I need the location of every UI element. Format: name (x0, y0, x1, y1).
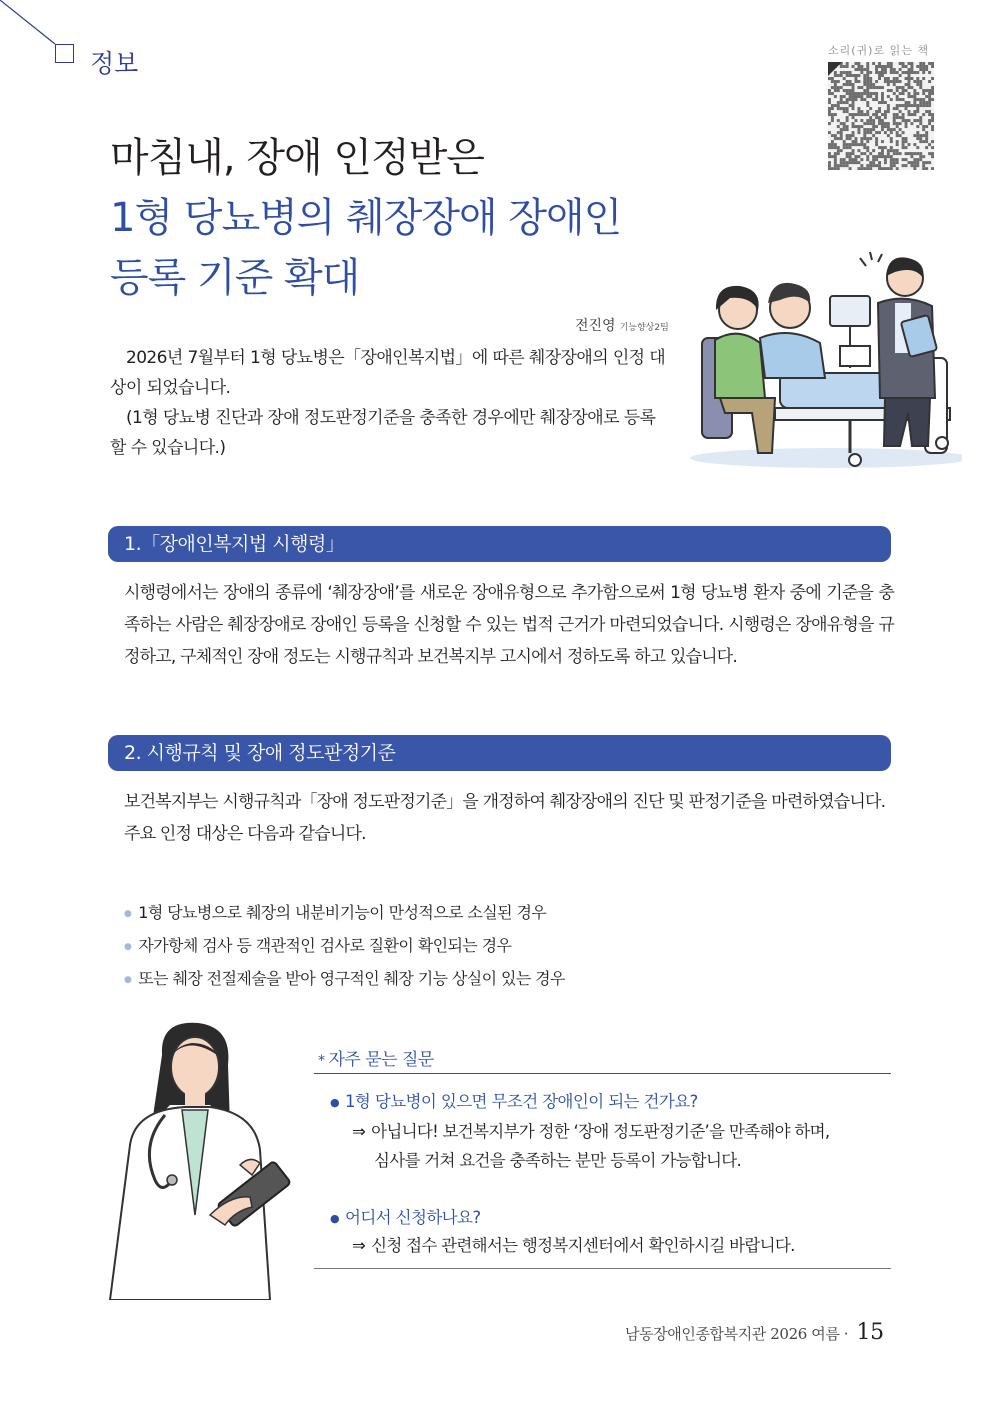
faq-question-1: ● 1형 당뇨병이 있으면 무조건 장애인이 되는 건가요? (330, 1088, 698, 1112)
list-item: ● 1형 당뇨병으로 췌장의 내분비기능이 만성적으로 소실된 경우 (124, 898, 565, 931)
arrow-icon: ⇒ (352, 1122, 366, 1141)
section-1-heading: 1.「장애인복지법 시행령」 (108, 526, 891, 562)
faq-question-2: ● 어디서 신청하나요? (330, 1204, 481, 1228)
qr-caption: 소리(귀)로 읽는 책 (828, 44, 929, 57)
hospital-scene-illustration (680, 248, 962, 473)
footer-separator: · (843, 1325, 849, 1343)
section-2-body (124, 786, 894, 850)
list-item: ● 자가항체 검사 등 객관적인 검사로 질환이 확인되는 경우 (124, 931, 565, 964)
section-2-body-paragraph-1: 보건복지부는 시행규칙과「장애 정도판정기준」을 개정하여 췌장장애의 진단 및 판정기준을 마련하였습니다. (124, 792, 886, 812)
faq-answer-1-line-2: 심사를 거쳐 요건을 충족하는 분만 등록이 가능합니다. (374, 1151, 742, 1170)
page-title-line-1: 마침내, 장애 인정받은 (110, 135, 484, 181)
footer-org: 남동장애인종합복지관 (625, 1325, 766, 1343)
faq-answer-2 (352, 1231, 795, 1260)
intro-text (110, 343, 670, 463)
author-team: 기능향상2팀 (619, 323, 669, 333)
page-number: 15 (856, 1320, 884, 1345)
section-2-heading: 2. 시행규칙 및 장애 정도판정기준 (108, 735, 891, 771)
intro-paragraph-1: 2026년 7월부터 1형 당뇨병은「장애인복지법」에 따른 췌장장애의 인정 대상이 되었습니다. (110, 348, 666, 398)
faq-answer-1 (352, 1117, 829, 1175)
page-footer (625, 1320, 884, 1345)
author (575, 315, 669, 335)
section-box-icon (55, 44, 74, 63)
faq-answer-1-line-1: 아닙니다! 보건복지부가 정한 ‘장애 정도판정기준’을 만족해야 하며, (371, 1122, 830, 1141)
criteria-list (124, 898, 565, 997)
footer-year: 2026 (770, 1325, 807, 1343)
qr-code-icon[interactable] (828, 62, 934, 170)
faq-title (318, 1045, 434, 1070)
section-label: 정보 (90, 49, 139, 78)
faq-answer-2-line-1: 신청 접수 관련해서는 행정복지센터에서 확인하시길 바랍니다. (371, 1236, 795, 1255)
faq-star: * (318, 1053, 325, 1069)
section-1-body: 시행령에서는 장애의 종류에 ‘췌장장애’를 새로운 장애유형으로 추가함으로써 1형 당뇨병 환자 중에 기준을 충족하는 사람은 췌장장애로 장애인 등록을 신청할 수 있는 법적 근거가 마련되었습니다. 시행령은 장애유형을 규정하고, 구체적인 장애 정도는 시행규칙과 보건복지부 고시에서 정하도록 하고 있습니다. (124, 583, 894, 667)
section-2-body-paragraph-2: 주요 인정 대상은 다음과 같습니다. (124, 824, 366, 844)
arrow-icon: ⇒ (352, 1236, 366, 1255)
list-item: ● 또는 췌장 전절제술을 받아 영구적인 췌장 기능 상실이 있는 경우 (124, 964, 565, 997)
intro-paragraph-2: (1형 당뇨병 진단과 장애 정도판정기준을 충족한 경우에만 췌장장애로 등록할 수 있습니다.) (110, 408, 656, 458)
doctor-illustration (100, 1015, 300, 1300)
faq-divider-top (314, 1073, 891, 1074)
footer-season: 여름 (811, 1325, 840, 1343)
author-name: 전진영 (575, 318, 616, 334)
faq-divider-bottom (314, 1268, 891, 1269)
faq-title-text: 자주 묻는 질문 (328, 1050, 434, 1070)
page-title-line-2: 1형 당뇨병의 췌장장애 장애인 (110, 195, 622, 241)
page-title-line-3: 등록 기준 확대 (110, 255, 360, 301)
